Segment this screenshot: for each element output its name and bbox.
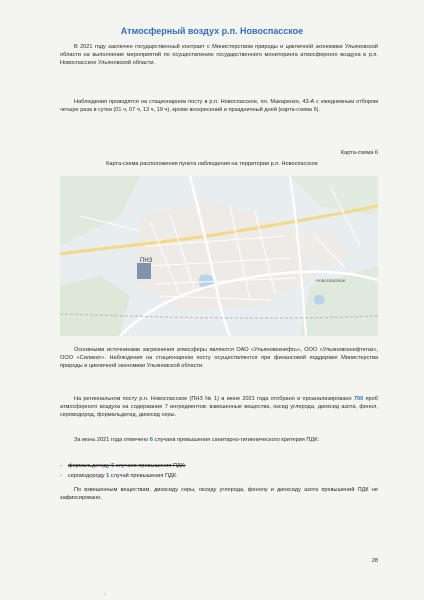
- paragraph-contract-text: В 2021 году заключен государственный контракт с Министерством природы и цикличной экономики Ульяновской области на выполнение мероприятий по осуществлению государственного мониторинга атмосферного воздуха в р.п. Новоспасское Ульяновской области.: [60, 44, 378, 67]
- list-item-formaldehyde-text-b: случаев превышения ПДК;: [114, 463, 186, 469]
- paragraph-observations-text: Наблюдения проводятся на стационарном посту в р.п. Новоспасское, пл. Макаренко, 43-А с ежедневным отбором четыре раза в сутки (01 ч, 07 ч, 13 ч, 19 ч), кроме воскресений и праздничный дней (карта-схема 6).: [60, 99, 378, 114]
- station-marker-label: ПНЗ: [140, 258, 153, 264]
- list-item-hydrogen-sulfide: - сероводороду 1 случай превышения ПДК.: [60, 473, 178, 479]
- samples-count: 700: [353, 396, 364, 402]
- paragraph-exceedances-text-a: За июнь 2021 года отмечено: [74, 437, 150, 443]
- scan-mark: •: [104, 591, 106, 596]
- map-image: [60, 176, 378, 336]
- hydrogen-sulfide-count: 1: [106, 473, 110, 479]
- map-caption: Карта-схема расположения пункта наблюдения на территории р.п. Новоспасское: [106, 161, 318, 167]
- paragraph-observations: [60, 98, 378, 114]
- list-item-formaldehyde-text-a: формальдегиду: [68, 463, 112, 469]
- paragraph-exceedances-text-b: случаев превышения санитарно-гигиенического критерия ПДК:: [152, 437, 320, 443]
- exceedances-count: 6: [149, 437, 153, 443]
- formaldehyde-count: 5: [111, 463, 115, 469]
- list-item-hydrogen-sulfide-text-a: сероводороду: [68, 473, 107, 479]
- paragraph-samples-text-b: проб атмосферного воздуха на содержание 7 ингредиентов: взвешенные вещества, оксид углерода, диоксид азота, фенол, сероводород, формальдегид, диоксид серы.: [60, 396, 378, 419]
- page-number: 28: [371, 558, 378, 564]
- paragraph-sources-text: Основными источниками загрязнения атмосферы являются ОАО «Ульяновскнефть», ООО «Ульяновскнефтегаз», ООО «Силикат». Наблюдения на стационарном посту осуществляются при финансовой поддержке Министерства природы и цикличной экономики Ульяновской области.: [60, 347, 378, 370]
- paragraph-no-exceedances-text: По взвешенным веществам, диоксиду серы, оксиду углерода, фенолу и диоксиду азота превышений ПДК не зафиксировано.: [60, 487, 378, 502]
- paragraph-exceedances: [60, 436, 378, 444]
- paragraph-sources: [60, 346, 378, 370]
- map-drawing: [60, 176, 378, 336]
- list-item-formaldehyde: - формальдегиду 5 случаев превышения ПДК;: [60, 463, 186, 469]
- page-title: Атмосферный воздух р.п. Новоспасское: [120, 26, 304, 36]
- station-marker: [137, 263, 151, 279]
- map-place-label: Новоспасское: [316, 278, 346, 283]
- map-label: Карта-схема 6: [340, 150, 378, 156]
- paragraph-samples: [60, 395, 378, 419]
- paragraph-no-exceedances: [60, 486, 378, 502]
- paragraph-samples-text-a: На региональном посту р.п. Новоспасское (ПНЗ № 1) в июне 2021 года отобрано и проанализировано: [74, 396, 354, 402]
- paragraph-contract: [60, 43, 378, 67]
- list-item-hydrogen-sulfide-text-b: случай превышения ПДК.: [109, 473, 178, 479]
